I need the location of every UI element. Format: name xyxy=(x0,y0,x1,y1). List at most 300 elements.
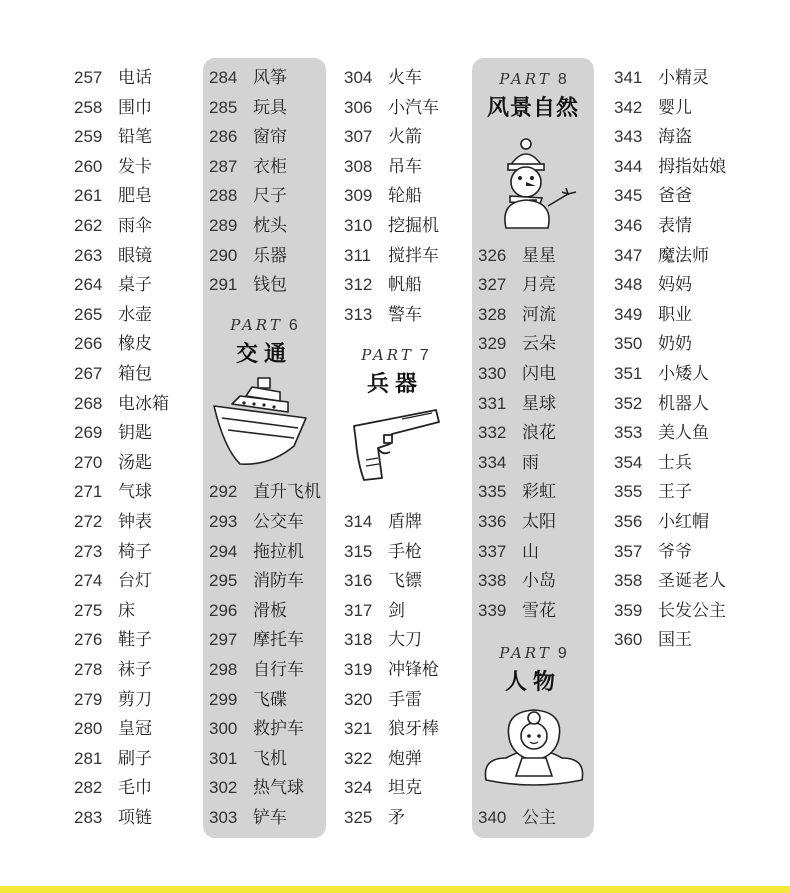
item-name: 围巾 xyxy=(118,97,152,117)
item-name: 铲车 xyxy=(253,808,287,827)
item-number: 355 xyxy=(614,482,643,502)
item-number: 303 xyxy=(209,808,238,827)
item-number: 276 xyxy=(74,630,103,650)
item-name: 狼牙棒 xyxy=(388,719,439,739)
item-name: 风筝 xyxy=(253,68,287,87)
item-number: 339 xyxy=(478,600,507,620)
item-number: 264 xyxy=(74,275,103,295)
list-item xyxy=(209,714,304,744)
item-number: 284 xyxy=(209,68,238,87)
item-number: 322 xyxy=(344,748,373,768)
item-number: 326 xyxy=(478,245,507,265)
item-number: 259 xyxy=(74,127,103,147)
list-item xyxy=(209,507,304,537)
item-number: 354 xyxy=(614,452,643,472)
item-name: 毛巾 xyxy=(118,778,152,798)
item-name: 尺子 xyxy=(253,186,287,206)
list-item xyxy=(74,477,152,507)
item-number: 348 xyxy=(614,275,643,295)
item-number: 286 xyxy=(209,127,238,147)
item-number: 344 xyxy=(614,156,643,176)
item-name: 橡皮 xyxy=(118,334,152,354)
item-name: 太阳 xyxy=(522,512,556,531)
list-item xyxy=(344,241,439,271)
item-number: 319 xyxy=(344,660,373,679)
item-number: 289 xyxy=(209,216,238,235)
item-name: 钱包 xyxy=(253,275,287,295)
item-name: 椅子 xyxy=(118,541,152,561)
item-name: 眼镜 xyxy=(118,245,152,265)
list-item xyxy=(478,477,556,507)
list-item xyxy=(74,63,152,93)
item-name: 国王 xyxy=(658,630,692,650)
list-item xyxy=(344,211,439,241)
item-number: 359 xyxy=(614,600,643,620)
item-name: 小汽车 xyxy=(388,97,439,117)
list-item xyxy=(74,773,152,803)
item-number: 332 xyxy=(478,423,507,443)
list-item xyxy=(74,566,152,596)
list-item xyxy=(209,596,287,626)
item-name: 钟表 xyxy=(118,512,152,531)
item-number: 261 xyxy=(74,186,103,206)
list-item xyxy=(478,241,556,271)
item-name: 表情 xyxy=(658,216,692,235)
item-name: 小岛 xyxy=(522,571,556,591)
item-number: 320 xyxy=(344,689,373,709)
item-name: 台灯 xyxy=(118,571,152,591)
item-number: 346 xyxy=(614,216,643,235)
list-item xyxy=(209,773,304,803)
item-name: 手枪 xyxy=(388,541,422,561)
item-number: 278 xyxy=(74,660,103,679)
item-number: 349 xyxy=(614,304,643,324)
item-name: 玩具 xyxy=(253,97,287,117)
list-item xyxy=(344,537,422,567)
list-item xyxy=(344,507,422,537)
item-name: 刷子 xyxy=(118,748,152,768)
list-item xyxy=(478,329,556,359)
item-number: 352 xyxy=(614,393,643,413)
list-item xyxy=(74,181,152,211)
list-item xyxy=(614,448,692,478)
item-number: 341 xyxy=(614,68,643,87)
item-number: 360 xyxy=(614,630,643,650)
item-number: 328 xyxy=(478,304,507,324)
list-item xyxy=(74,418,152,448)
list-item xyxy=(344,566,422,596)
list-item xyxy=(614,359,709,389)
list-item xyxy=(614,300,692,330)
item-name: 拖拉机 xyxy=(253,541,304,561)
item-name: 汤匙 xyxy=(118,452,152,472)
item-name: 矛 xyxy=(388,808,405,827)
item-name: 冲锋枪 xyxy=(388,660,439,679)
part-7-title: 兵器 xyxy=(366,372,423,397)
item-number: 347 xyxy=(614,245,643,265)
list-item xyxy=(74,803,152,833)
item-number: 345 xyxy=(614,186,643,206)
list-item xyxy=(344,685,422,715)
item-number: 282 xyxy=(74,778,103,798)
item-name: 飞镖 xyxy=(388,571,422,591)
item-name: 星球 xyxy=(522,393,556,413)
item-name: 衣柜 xyxy=(253,156,287,176)
list-item xyxy=(74,241,152,271)
ship-icon xyxy=(210,374,310,466)
item-name: 消防车 xyxy=(253,571,304,591)
part-9-label: PART 9 xyxy=(499,644,567,662)
list-item xyxy=(209,685,287,715)
item-number: 281 xyxy=(74,748,103,768)
item-name: 小矮人 xyxy=(658,364,709,383)
item-number: 296 xyxy=(209,600,238,620)
item-number: 329 xyxy=(478,334,507,354)
item-name: 袜子 xyxy=(118,660,152,679)
list-item xyxy=(478,596,556,626)
item-number: 336 xyxy=(478,512,507,531)
item-number: 335 xyxy=(478,482,507,502)
item-number: 257 xyxy=(74,68,103,87)
list-item xyxy=(614,241,709,271)
item-number: 269 xyxy=(74,423,103,443)
item-number: 318 xyxy=(344,630,373,650)
part-8-header xyxy=(476,70,590,122)
list-item xyxy=(209,211,287,241)
list-item xyxy=(74,448,152,478)
item-name: 长发公主 xyxy=(658,600,726,620)
item-name: 婴儿 xyxy=(658,97,692,117)
list-item xyxy=(344,596,405,626)
list-item xyxy=(478,537,539,567)
item-name: 鞋子 xyxy=(118,630,152,650)
list-item xyxy=(614,537,692,567)
item-number: 268 xyxy=(74,393,103,413)
item-name: 搅拌车 xyxy=(388,245,439,265)
item-number: 275 xyxy=(74,600,103,620)
item-name: 海盗 xyxy=(658,127,692,147)
pistol-icon xyxy=(352,404,442,484)
item-number: 302 xyxy=(209,778,238,798)
item-name: 轮船 xyxy=(388,186,422,206)
item-number: 283 xyxy=(74,808,103,827)
list-item xyxy=(478,803,556,833)
list-item xyxy=(344,300,422,330)
item-number: 298 xyxy=(209,660,238,679)
item-number: 315 xyxy=(344,541,373,561)
item-name: 救护车 xyxy=(253,719,304,739)
snowman-icon xyxy=(496,136,580,232)
item-name: 王子 xyxy=(658,482,692,502)
item-number: 270 xyxy=(74,452,103,472)
list-item xyxy=(74,507,152,537)
item-number: 313 xyxy=(344,304,373,324)
item-number: 358 xyxy=(614,571,643,591)
item-name: 星星 xyxy=(522,245,556,265)
part-9-title: 人物 xyxy=(504,670,561,695)
list-item xyxy=(344,744,422,774)
item-number: 294 xyxy=(209,541,238,561)
list-item xyxy=(344,714,439,744)
item-name: 皇冠 xyxy=(118,719,152,739)
item-number: 327 xyxy=(478,275,507,295)
item-name: 箱包 xyxy=(118,364,152,383)
item-name: 热气球 xyxy=(253,778,304,798)
item-number: 317 xyxy=(344,600,373,620)
list-item xyxy=(209,152,287,182)
item-number: 271 xyxy=(74,482,103,502)
princess-icon xyxy=(482,708,586,788)
item-name: 乐器 xyxy=(253,245,287,265)
item-number: 353 xyxy=(614,423,643,443)
item-name: 摩托车 xyxy=(253,630,304,650)
list-item xyxy=(209,477,321,507)
item-name: 雨伞 xyxy=(118,216,152,235)
item-number: 290 xyxy=(209,245,238,265)
list-item xyxy=(478,270,556,300)
item-number: 357 xyxy=(614,541,643,561)
item-number: 266 xyxy=(74,334,103,354)
list-item xyxy=(614,211,692,241)
item-number: 308 xyxy=(344,156,373,176)
list-item xyxy=(74,211,152,241)
item-name: 飞碟 xyxy=(253,689,287,709)
part-6-header xyxy=(208,316,320,368)
list-item xyxy=(209,63,287,93)
item-name: 火箭 xyxy=(388,127,422,147)
item-number: 297 xyxy=(209,630,238,650)
list-item xyxy=(209,122,287,152)
item-number: 309 xyxy=(344,186,373,206)
list-item xyxy=(478,389,556,419)
item-name: 电话 xyxy=(118,68,152,87)
part-6-title: 交通 xyxy=(235,342,292,367)
item-name: 吊车 xyxy=(388,156,422,176)
item-name: 大刀 xyxy=(388,630,422,650)
list-item xyxy=(614,122,692,152)
item-number: 258 xyxy=(74,97,103,117)
list-item xyxy=(344,122,422,152)
item-name: 桌子 xyxy=(118,275,152,295)
item-name: 公交车 xyxy=(253,512,304,531)
item-number: 351 xyxy=(614,364,643,383)
list-item xyxy=(209,270,287,300)
item-name: 河流 xyxy=(522,304,556,324)
item-name: 剪刀 xyxy=(118,689,152,709)
list-item xyxy=(614,181,692,211)
item-name: 小精灵 xyxy=(658,68,709,87)
list-item xyxy=(74,625,152,655)
item-number: 280 xyxy=(74,719,103,739)
list-item xyxy=(74,714,152,744)
item-number: 316 xyxy=(344,571,373,591)
list-item xyxy=(478,507,556,537)
item-number: 307 xyxy=(344,127,373,147)
item-name: 枕头 xyxy=(253,216,287,235)
item-number: 260 xyxy=(74,156,103,176)
list-item xyxy=(614,329,692,359)
item-number: 301 xyxy=(209,748,238,768)
list-item xyxy=(344,655,439,685)
list-item xyxy=(614,93,692,123)
item-name: 飞机 xyxy=(253,748,287,768)
list-item xyxy=(344,625,422,655)
list-item xyxy=(614,270,692,300)
item-number: 273 xyxy=(74,541,103,561)
part-7-label: PART 7 xyxy=(361,346,429,364)
item-name: 水壶 xyxy=(118,304,152,324)
part-8-label: PART 8 xyxy=(499,70,567,88)
item-number: 267 xyxy=(74,364,103,383)
list-item xyxy=(74,300,152,330)
item-name: 机器人 xyxy=(658,393,709,413)
item-name: 拇指姑娘 xyxy=(658,156,726,176)
item-number: 274 xyxy=(74,571,103,591)
item-number: 321 xyxy=(344,719,373,739)
item-name: 发卡 xyxy=(118,156,152,176)
list-item xyxy=(344,803,405,833)
list-item xyxy=(614,596,726,626)
item-number: 350 xyxy=(614,334,643,354)
item-number: 293 xyxy=(209,512,238,531)
item-name: 云朵 xyxy=(522,334,556,354)
list-item xyxy=(74,744,152,774)
item-name: 爸爸 xyxy=(658,186,692,206)
item-name: 肥皂 xyxy=(118,186,152,206)
list-item xyxy=(74,270,152,300)
item-name: 美人鱼 xyxy=(658,423,709,443)
item-name: 手雷 xyxy=(388,689,422,709)
item-number: 292 xyxy=(209,482,238,502)
item-name: 闪电 xyxy=(522,364,556,383)
item-number: 331 xyxy=(478,393,507,413)
list-item xyxy=(209,655,304,685)
item-name: 公主 xyxy=(522,808,556,827)
list-item xyxy=(74,685,152,715)
item-name: 圣诞老人 xyxy=(658,571,726,591)
list-item xyxy=(74,359,152,389)
item-number: 337 xyxy=(478,541,507,561)
item-name: 床 xyxy=(118,600,135,620)
part-9-header xyxy=(476,644,590,696)
list-item xyxy=(344,773,422,803)
item-name: 挖掘机 xyxy=(388,216,439,235)
list-item xyxy=(74,329,152,359)
item-name: 炮弹 xyxy=(388,748,422,768)
item-number: 312 xyxy=(344,275,373,295)
list-item xyxy=(74,152,152,182)
item-name: 职业 xyxy=(658,304,692,324)
list-item xyxy=(344,270,422,300)
item-name: 气球 xyxy=(118,482,152,502)
list-item xyxy=(614,625,692,655)
list-item xyxy=(478,359,556,389)
item-number: 324 xyxy=(344,778,373,798)
item-number: 325 xyxy=(344,808,373,827)
item-name: 直升飞机 xyxy=(253,482,321,502)
item-name: 火车 xyxy=(388,68,422,87)
item-number: 262 xyxy=(74,216,103,235)
item-name: 彩虹 xyxy=(522,482,556,502)
list-item xyxy=(478,448,539,478)
item-name: 自行车 xyxy=(253,660,304,679)
list-item xyxy=(74,537,152,567)
item-number: 340 xyxy=(478,808,507,827)
item-name: 爷爷 xyxy=(658,541,692,561)
item-name: 雪花 xyxy=(522,600,556,620)
item-number: 285 xyxy=(209,97,238,117)
list-item xyxy=(74,389,169,419)
item-number: 295 xyxy=(209,571,238,591)
item-name: 山 xyxy=(522,541,539,561)
item-number: 314 xyxy=(344,512,373,531)
item-name: 窗帘 xyxy=(253,127,287,147)
item-number: 342 xyxy=(614,97,643,117)
item-name: 盾牌 xyxy=(388,512,422,531)
list-item xyxy=(344,152,422,182)
item-number: 306 xyxy=(344,97,373,117)
item-name: 钥匙 xyxy=(118,423,152,443)
item-name: 电冰箱 xyxy=(118,393,169,413)
item-name: 小红帽 xyxy=(658,512,709,531)
item-number: 272 xyxy=(74,512,103,531)
list-item xyxy=(478,300,556,330)
item-name: 奶奶 xyxy=(658,334,692,354)
list-item xyxy=(209,181,287,211)
list-item xyxy=(344,63,422,93)
list-item xyxy=(209,803,287,833)
item-number: 343 xyxy=(614,127,643,147)
item-name: 雨 xyxy=(522,452,539,472)
item-number: 338 xyxy=(478,571,507,591)
item-number: 287 xyxy=(209,156,238,176)
list-item xyxy=(614,152,726,182)
item-number: 310 xyxy=(344,216,373,235)
part-7-header xyxy=(345,346,445,398)
item-number: 291 xyxy=(209,275,238,295)
list-item xyxy=(209,744,287,774)
list-item xyxy=(478,418,556,448)
item-number: 300 xyxy=(209,719,238,739)
item-number: 304 xyxy=(344,68,373,87)
item-number: 356 xyxy=(614,512,643,531)
item-number: 288 xyxy=(209,186,238,206)
list-item xyxy=(614,507,709,537)
item-name: 浪花 xyxy=(522,423,556,443)
list-item xyxy=(614,477,692,507)
item-name: 项链 xyxy=(118,808,152,827)
item-name: 月亮 xyxy=(522,275,556,295)
list-item xyxy=(614,566,726,596)
item-name: 妈妈 xyxy=(658,275,692,295)
item-number: 330 xyxy=(478,364,507,383)
item-name: 铅笔 xyxy=(118,127,152,147)
part-8-title: 风景自然 xyxy=(486,96,579,121)
list-item xyxy=(478,566,556,596)
list-item xyxy=(74,122,152,152)
list-item xyxy=(209,566,304,596)
list-item xyxy=(209,93,287,123)
item-name: 坦克 xyxy=(388,778,422,798)
list-item xyxy=(614,418,709,448)
list-item xyxy=(209,625,304,655)
list-item xyxy=(74,655,152,685)
footer-bar xyxy=(0,886,790,893)
list-item xyxy=(74,93,152,123)
item-name: 滑板 xyxy=(253,600,287,620)
item-number: 334 xyxy=(478,452,507,472)
item-number: 263 xyxy=(74,245,103,265)
